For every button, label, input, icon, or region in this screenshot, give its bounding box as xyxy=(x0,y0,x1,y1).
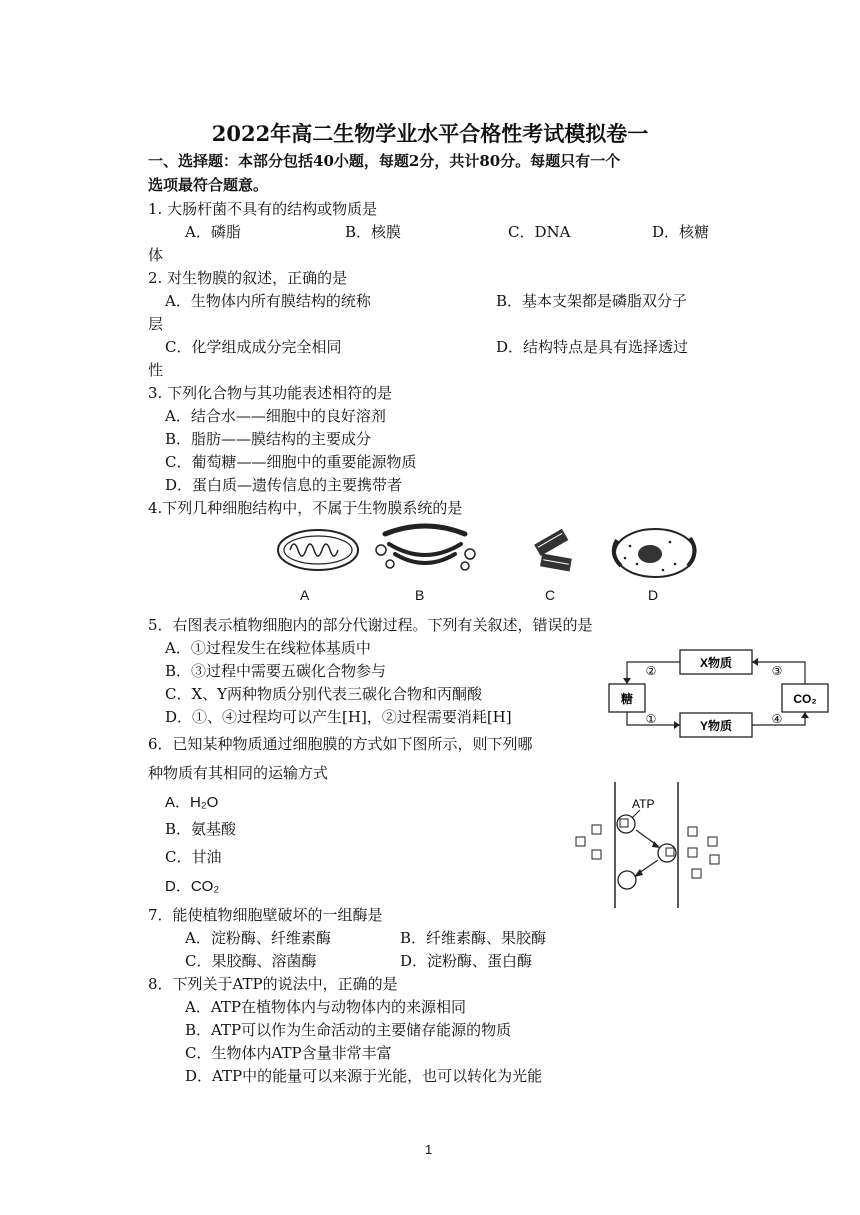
q4-label-d: D xyxy=(648,587,659,603)
q5-option-c: C．X、Y两种物质分别代表三碳化合物和丙酮酸 xyxy=(165,685,483,703)
centriole-drawing xyxy=(534,529,572,572)
step-4-label: ④ xyxy=(771,712,783,726)
q4-label-c: C xyxy=(545,587,556,603)
q5-metabolism-diagram xyxy=(605,645,845,745)
q3-option-c: C．葡萄糖——细胞中的重要能源物质 xyxy=(165,453,417,471)
co2-label: CO₂ xyxy=(793,692,817,706)
transport-arrow-2-icon xyxy=(634,869,643,877)
q2-stem: 2. 对生物膜的叙述，正确的是 xyxy=(148,269,348,287)
q3-option-a: A．结合水——细胞中的良好溶剂 xyxy=(165,407,386,425)
q2-option-b: B．基本支架都是磷脂双分子 xyxy=(496,292,688,310)
q2-option-b-wrap: 层 xyxy=(148,315,164,333)
mitochondrion-drawing xyxy=(278,530,358,570)
sugar-label: 糖 xyxy=(620,692,634,706)
q5-option-b: B．③过程中需要五碳化合物参与 xyxy=(165,662,387,680)
q6-option-c: C．甘油 xyxy=(165,848,222,866)
q1-option-b: B．核膜 xyxy=(345,223,402,241)
carrier-protein-3 xyxy=(618,871,636,889)
y-substance-label: Y物质 xyxy=(699,719,733,733)
arrow-1-icon xyxy=(674,721,680,729)
q1-stem: 1. 大肠杆菌不具有的结构或物质是 xyxy=(148,200,378,218)
x-substance-label: X物质 xyxy=(699,656,733,670)
arrow-2-icon xyxy=(623,678,631,684)
arrow-4-icon xyxy=(801,712,809,718)
golgi-apparatus-drawing xyxy=(376,526,475,570)
q1-option-a: A．磷脂 xyxy=(185,223,241,241)
q6-stem-line1: 6．已知某种物质通过细胞膜的方式如下图所示，则下列哪 xyxy=(148,735,533,753)
q8-option-a: A．ATP在植物体内与动物体内的来源相同 xyxy=(185,998,466,1016)
q5-option-d: D．①、④过程均可以产生[H]，②过程需要消耗[H] xyxy=(165,708,512,726)
section-heading-line1: 一、选择题：本部分包括40小题，每题2分，共计80分。每题只有一个 xyxy=(148,152,621,170)
q7-option-b: B．纤维素酶、果胶酶 xyxy=(400,929,547,947)
q4-cell-structures-figure xyxy=(265,520,715,606)
q7-stem: 7．能使植物细胞壁破坏的一组酶是 xyxy=(148,906,383,924)
q2-option-d-wrap: 性 xyxy=(148,361,164,379)
arrow-3-icon xyxy=(752,658,758,666)
page-title: 2022年高二生物学业水平合格性考试模拟卷一 xyxy=(211,121,649,146)
q8-option-d: D．ATP中的能量可以来源于光能，也可以转化为光能 xyxy=(185,1067,543,1085)
q4-label-a: A xyxy=(300,587,310,603)
q7-option-c: C．果胶酶、溶菌酶 xyxy=(185,952,317,970)
q5-option-a: A．①过程发生在线粒体基质中 xyxy=(165,639,371,657)
q7-option-d: D．淀粉酶、蛋白酶 xyxy=(400,952,533,970)
q6-stem-line2: 种物质有其相同的运输方式 xyxy=(148,764,329,782)
q7-option-a: A．淀粉酶、纤维素酶 xyxy=(185,929,331,947)
q6-option-b: B．氨基酸 xyxy=(165,820,237,838)
q3-stem: 3. 下列化合物与其功能表述相符的是 xyxy=(148,384,393,402)
q1-option-d-wrap: 体 xyxy=(148,246,164,264)
q5-stem: 5．右图表示植物细胞内的部分代谢过程。下列有关叙述，错误的是 xyxy=(148,616,593,634)
q6-membrane-transport-figure xyxy=(570,780,730,910)
q2-option-d: D．结构特点是具有选择透过 xyxy=(496,338,689,356)
q4-label-b: B xyxy=(415,587,425,603)
q8-stem: 8．下列关于ATP的说法中，正确的是 xyxy=(148,975,398,993)
section-heading-line2: 选项最符合题意。 xyxy=(148,176,269,194)
step-1-label: ① xyxy=(645,712,657,726)
q3-option-b: B．脂肪——膜结构的主要成分 xyxy=(165,430,372,448)
nucleus-drawing xyxy=(614,529,695,577)
q2-option-a: A．生物体内所有膜结构的统称 xyxy=(165,292,371,310)
q6-option-a: A．H₂O xyxy=(165,794,219,811)
page-number: 1 xyxy=(425,1142,433,1157)
q3-option-d: D．蛋白质—遗传信息的主要携带者 xyxy=(165,476,403,494)
q8-option-c: C．生物体内ATP含量非常丰富 xyxy=(185,1044,392,1062)
q6-option-d: D．CO₂ xyxy=(165,878,220,895)
step-2-label: ② xyxy=(645,664,657,678)
q1-option-c: C．DNA xyxy=(508,223,571,241)
q8-option-b: B．ATP可以作为生命活动的主要储存能源的物质 xyxy=(185,1021,512,1039)
atp-label: ATP xyxy=(632,797,655,811)
step-3-label: ③ xyxy=(771,664,783,678)
q1-option-d: D．核糖 xyxy=(652,223,710,241)
q2-option-c: C．化学组成成分完全相同 xyxy=(165,338,342,356)
q4-stem: 4.下列几种细胞结构中，不属于生物膜系统的是 xyxy=(148,499,463,517)
